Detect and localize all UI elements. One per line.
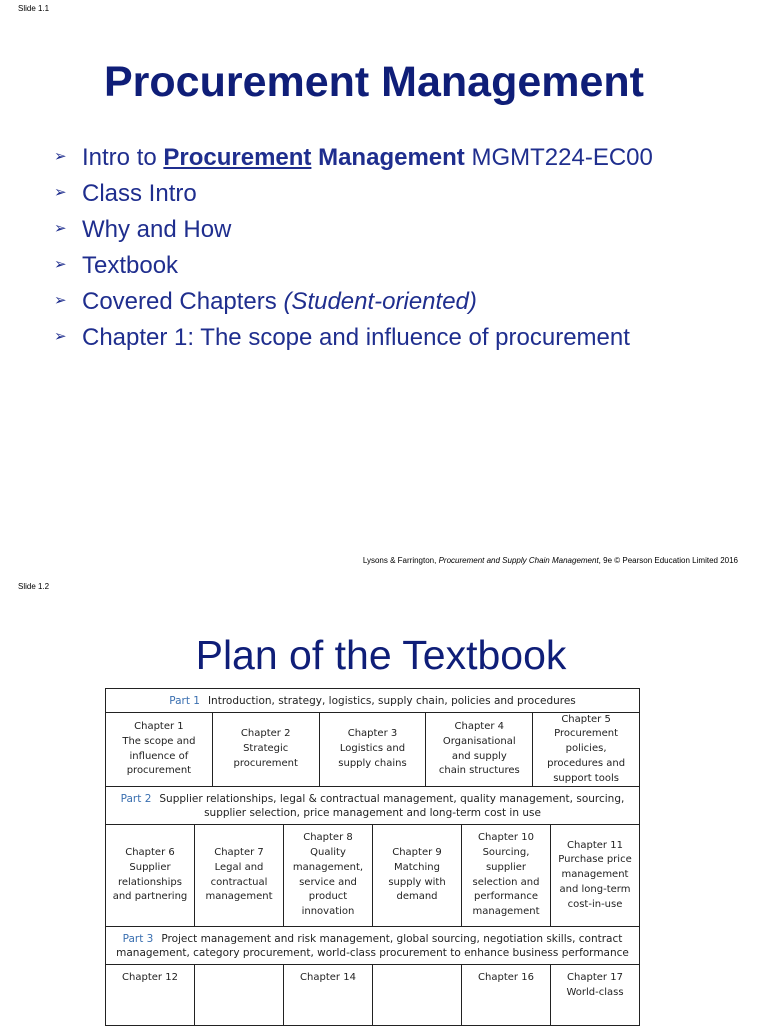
chapter-text: Chapter 4 Organisational and supply chain structures [438,720,520,777]
bullet-item-why-how [54,212,653,248]
chapter-cell [533,713,639,786]
chapter-text: Chapter 9 Matching supply with demand [388,846,446,903]
part-label: Part 3 [122,933,154,945]
bullet-text: Chapter 1: The scope and influence of procurement [82,324,630,351]
part-3-header [106,927,639,965]
chapter-cell [373,965,462,1025]
citation-book-title: Procurement and Supply Chain Management [438,556,599,565]
chapter-text: Chapter 10 Sourcing, supplier selection and performance management [472,832,540,918]
chapter-cell [195,825,284,926]
part-label: Part 1 [169,695,200,707]
chapter-text: Chapter 16 [478,972,534,983]
bullet-text: Covered Chapters [82,288,284,315]
bullet-text: Intro to [82,144,164,171]
arrow-bullet-icon: ➢ [54,184,67,201]
chapter-cell [213,713,320,786]
chapter-cell [426,713,533,786]
citation-publisher: , 9e © Pearson Education Limited 2016 [598,556,738,565]
bullet-emphasis-management: Management [318,144,465,171]
chapter-cell [106,713,213,786]
chapter-cell [551,965,639,1025]
chapter-text: Chapter 8 Quality management, service and product innovation [292,832,364,918]
bullet-item-textbook [54,248,653,284]
chapter-cell [551,825,639,926]
bullet-text: Why and How [82,216,232,243]
part-2-header [106,787,639,825]
chapter-cell [462,825,551,926]
slide-2 [0,576,768,1024]
chapter-cell [106,825,195,926]
chapter-cell [320,713,427,786]
bullet-text: Textbook [82,252,179,279]
chapter-cell [284,825,373,926]
chapter-cell [462,965,551,1025]
part-label: Part 2 [120,793,152,805]
part-2-chapters [106,825,639,927]
arrow-bullet-icon: ➢ [54,220,67,237]
part-3-chapters [106,965,639,1025]
bullet-item-covered-chapters [54,284,653,320]
chapter-text: Chapter 11 Purchase price management and long-term cost-in-use [558,839,632,910]
part-description: Introduction, strategy, logistics, supply chain, policies and procedures [207,695,576,707]
chapter-cell [373,825,462,926]
chapter-text: Chapter 14 [300,972,356,983]
chapter-cell [195,965,284,1025]
bullet-course-code: MGMT224-EC00 [464,144,653,171]
bullet-list [54,140,653,356]
part-1-header [106,689,639,713]
arrow-bullet-icon: ➢ [54,256,67,273]
part-1-chapters [106,713,639,787]
slide-number: Slide 1.1 [18,4,50,13]
chapter-text: Chapter 17 World-class [566,972,624,998]
bullet-item-class-intro [54,176,653,212]
bullet-item-intro [54,140,653,176]
chapter-text: Chapter 1 The scope and influence of procurement [122,720,196,777]
chapter-text: Chapter 12 [122,972,178,983]
bullet-text: Class Intro [82,180,197,207]
part-description: Project management and risk management, global sourcing, negotiation skills, contract management, category procurement, world-class procurement to enhance business performance [116,933,629,959]
chapter-text: Chapter 5 Procurement policies, procedures and support tools [547,713,626,784]
textbook-plan-table [105,688,640,1026]
slide-title: Plan of the Textbook [195,632,567,678]
citation-authors: Lysons & Farrington, [362,556,439,565]
arrow-bullet-icon: ➢ [54,328,67,345]
chapter-text: Chapter 2 Strategic procurement [233,728,298,769]
part-description: Supplier relationships, legal & contractual management, quality management, sourcing, supplier selection, price management and long-term cost in use [159,793,625,819]
chapter-cell [284,965,373,1025]
arrow-bullet-icon: ➢ [54,292,67,309]
slide-number: Slide 1.2 [18,582,50,591]
citation [363,556,738,565]
bullet-item-chapter-1 [54,320,653,356]
bullet-italic-note: (Student-oriented) [283,288,477,315]
chapter-text: Chapter 6 Supplier relationships and partnering [112,846,188,903]
slide-title: Procurement Management [103,58,645,106]
arrow-bullet-icon: ➢ [54,148,67,165]
chapter-cell [106,965,195,1025]
bullet-emphasis-procurement: Procurement [163,144,312,171]
chapter-text: Chapter 3 Logistics and supply chains [338,728,407,769]
chapter-text: Chapter 7 Legal and contractual management [205,846,273,903]
